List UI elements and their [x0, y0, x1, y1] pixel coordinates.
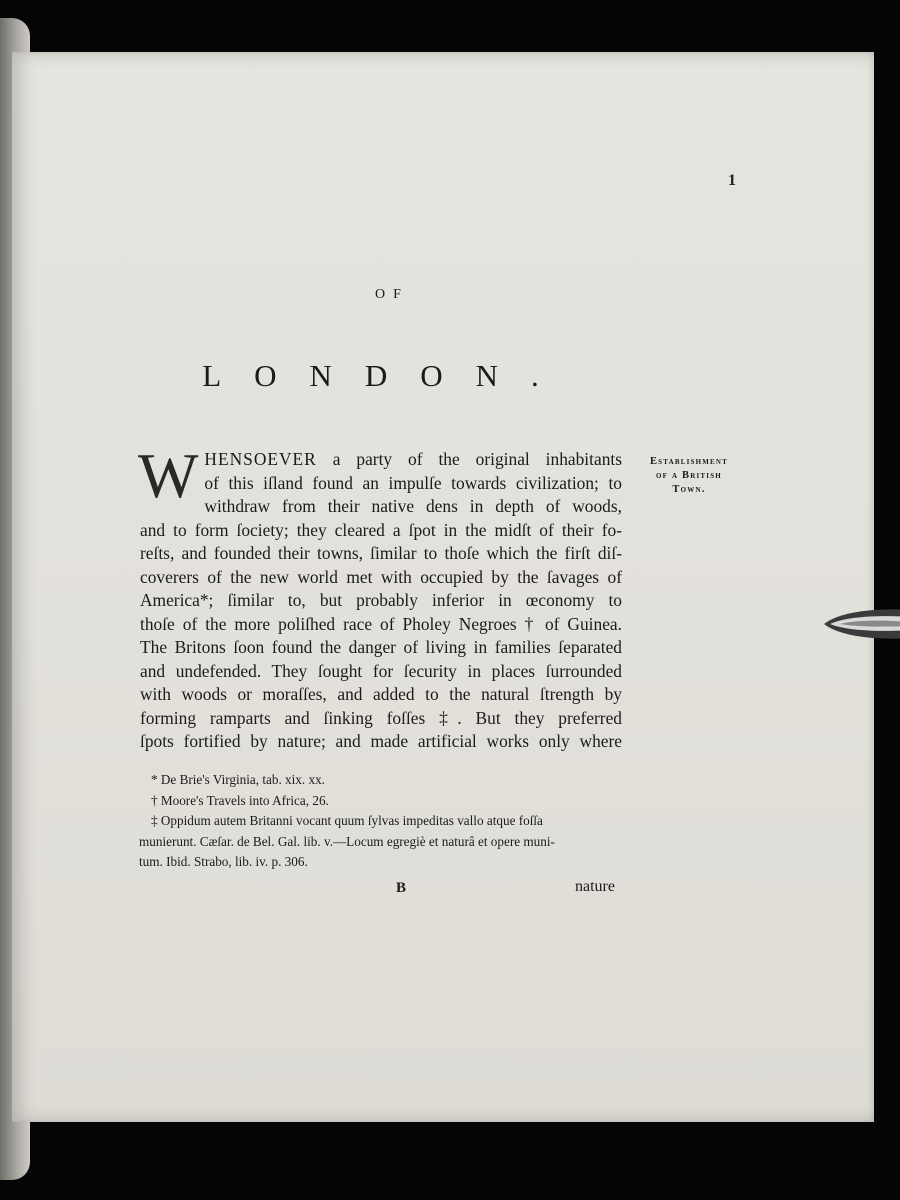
drop-cap: W	[138, 440, 199, 511]
first-word: HENSOEVER	[204, 449, 317, 469]
text-line: coverers of the new world met with occupied by the ſavages of	[140, 566, 622, 587]
footnotes	[139, 770, 625, 873]
text-line: thoſe of the more poliſhed race of Pholey Negroes † of Guinea.	[140, 613, 622, 634]
book-page	[12, 52, 874, 1122]
heading-of: OF	[375, 287, 409, 302]
text-line: with woods or moraſſes, and added to the natural ſtrength by	[140, 684, 622, 704]
footnote-continuation: tum. Ibid. Strabo, lib. iv. p. 306.	[139, 854, 308, 869]
margin-note-line: of a British	[656, 470, 722, 481]
text-line-rest: a party of the original inhabitants	[316, 449, 622, 469]
heading-title: LONDON.	[202, 358, 572, 393]
text-line: and undefended. They ſought for ſecurity in places ſurrounded	[140, 660, 622, 681]
footnote-continuation: munierunt. Cæſar. de Bel. Gal. lib. v.—Locum egregiè et naturâ et opere muni-	[139, 833, 555, 849]
footnote: * De Brie's Virginia, tab. xix. xx.	[151, 772, 325, 787]
footnote: ‡ Oppidum autem Britanni vocant quum ſylvas impeditas vallo atque foſſa	[151, 813, 543, 828]
page-number: 1	[728, 172, 736, 189]
catchword: nature	[575, 878, 615, 895]
body-text	[138, 440, 622, 754]
text-line: ſpots fortified by nature; and made artificial works only where	[140, 731, 622, 751]
text-line	[140, 448, 622, 472]
text-line: of this iſland found an impulſe towards civilization; to	[204, 472, 622, 493]
margin-note-line: Establishment	[649, 456, 729, 467]
text-line: reſts, and founded their towns, ſimilar to thoſe which the firſt diſ-	[140, 543, 622, 563]
ribbon-bookmark-icon	[822, 604, 900, 644]
text-line: America*; ſimilar to, but probably inferior in œconomy to	[140, 590, 622, 610]
margin-note-line: Town.	[672, 484, 706, 495]
footnote: † Moore's Travels into Africa, 26.	[151, 792, 329, 808]
text-line: The Britons ſoon found the danger of living in families ſeparated	[140, 637, 622, 657]
margin-note	[624, 455, 754, 497]
text-line: withdraw from their native dens in depth of woods,	[204, 496, 622, 516]
signature-mark: B	[396, 880, 407, 896]
text-line: and to form ſociety; they cleared a ſpot in the midſt of their fo-	[140, 519, 622, 540]
text-line: forming ramparts and ſinking foſſes ‡. But they preferred	[140, 707, 622, 728]
